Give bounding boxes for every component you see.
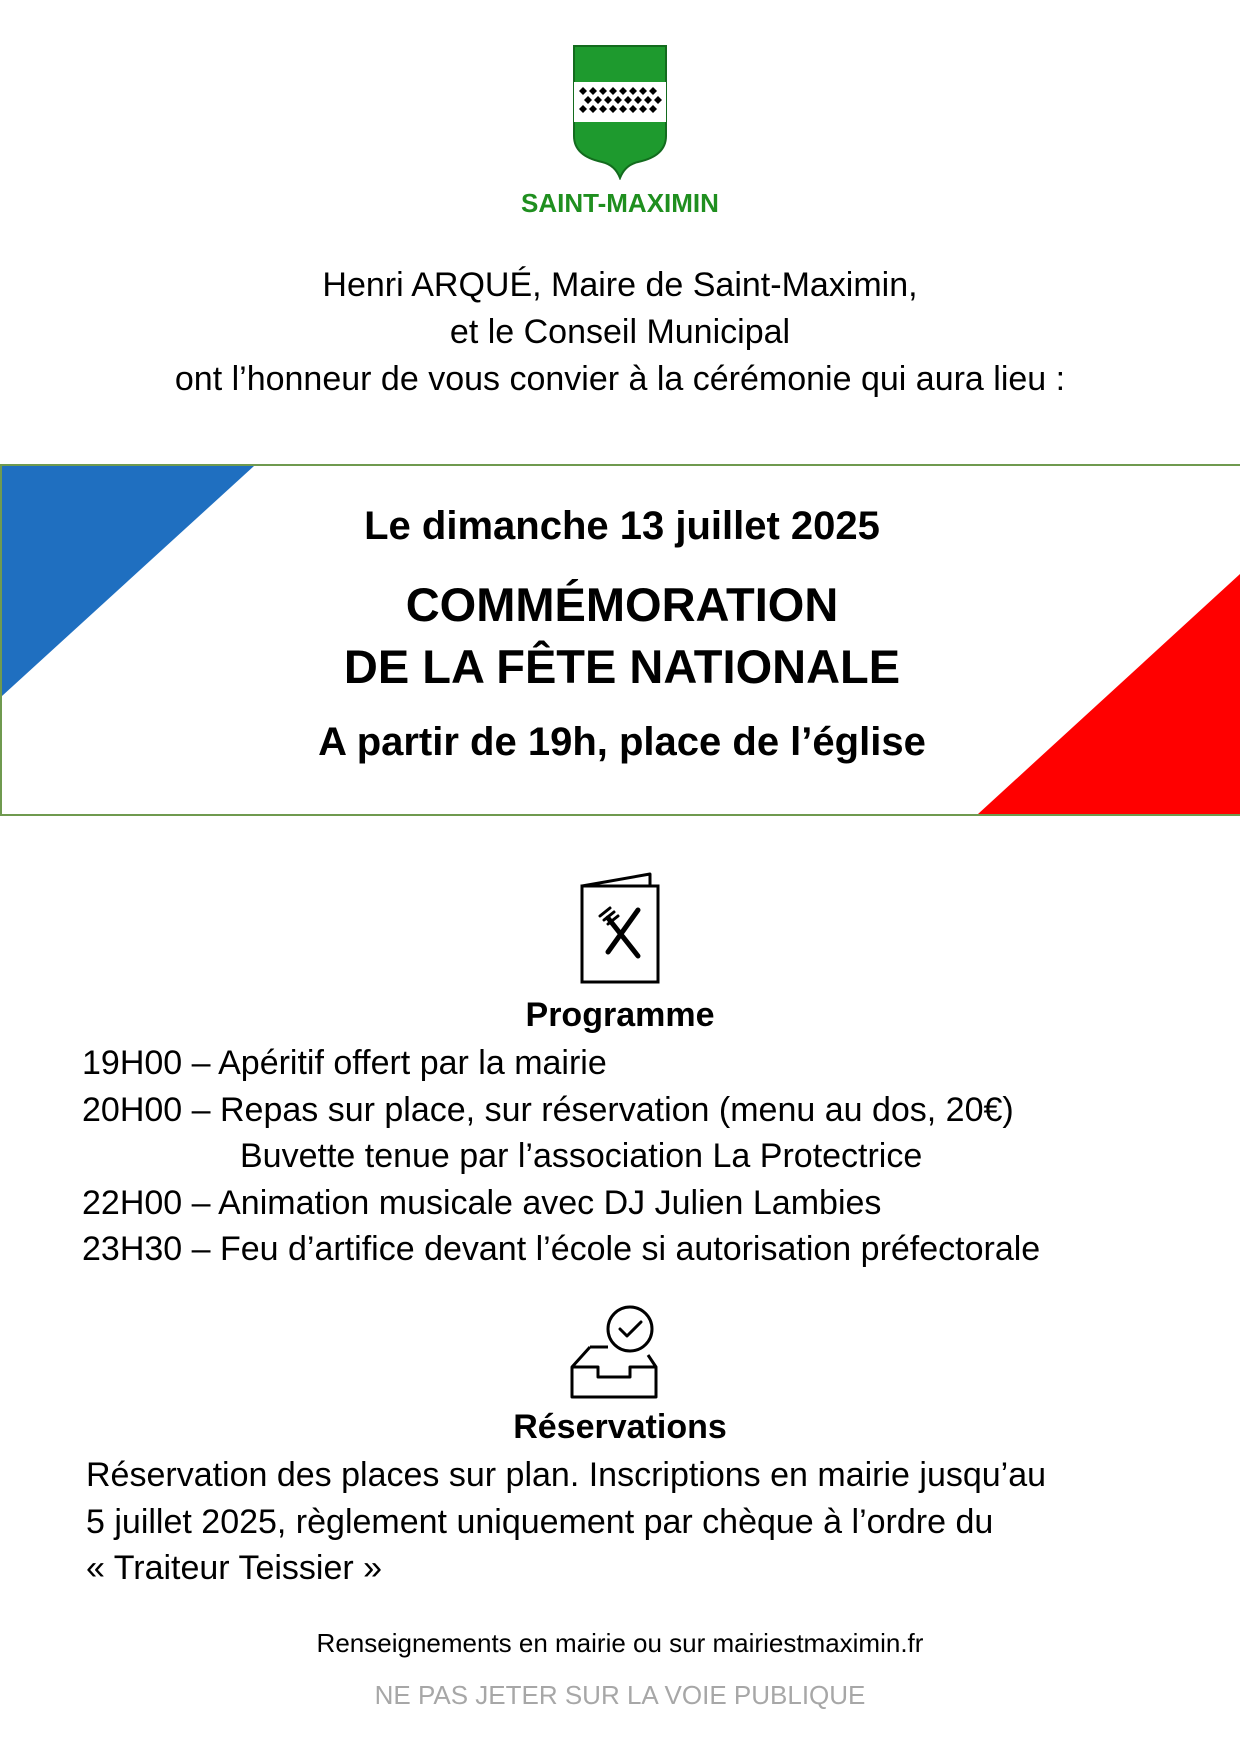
- programme-item: 23H30 – Feu d’artifice devant l’école si autorisation préfectorale: [82, 1230, 1041, 1268]
- footer-notice: NE PAS JETER SUR LA VOIE PUBLIQUE: [374, 1680, 866, 1710]
- event-title: [2, 574, 1240, 698]
- programme-item: 19H00 – Apéritif offert par la mairie: [82, 1044, 607, 1082]
- event-date: Le dimanche 13 juillet 2025: [364, 504, 880, 548]
- reservations-line: Réservation des places sur plan. Inscriptions en mairie jusqu’au: [86, 1456, 1047, 1494]
- programme-item: Buvette tenue par l’association La Protectrice: [240, 1137, 923, 1175]
- reservations-line: 5 juillet 2025, règlement uniquement par chèque à l’ordre du: [86, 1502, 994, 1541]
- invitation-text: [0, 262, 1240, 403]
- programme-title: Programme: [525, 996, 715, 1034]
- info-line: Renseignements en mairie ou sur mairiestmaximin.fr: [316, 1628, 924, 1658]
- invitation-line-1: Henri ARQUÉ, Maire de Saint-Maximin,: [322, 266, 918, 304]
- event-title-line-2: DE LA FÊTE NATIONALE: [343, 640, 901, 693]
- event-banner: [0, 464, 1240, 816]
- menu-card-fork-knife-icon: [578, 868, 664, 986]
- programme-list: [82, 1040, 1222, 1273]
- programme-item: 22H00 – Animation musicale avec DJ Julien Lambies: [82, 1183, 882, 1222]
- inbox-checkmark-icon: [568, 1305, 672, 1401]
- reservations-title: Réservations: [513, 1408, 727, 1446]
- invitation-line-3: ont l’honneur de vous convier à la cérémonie qui aura lieu :: [174, 360, 1066, 398]
- reservations-text: [86, 1452, 1186, 1592]
- reservations-line: « Traiteur Teissier »: [86, 1549, 383, 1587]
- programme-item: 20H00 – Repas sur place, sur réservation (menu au dos, 20€): [82, 1090, 1014, 1129]
- event-title-line-1: COMMÉMORATION: [405, 578, 839, 631]
- invitation-line-2: et le Conseil Municipal: [449, 313, 791, 351]
- town-name: SAINT-MAXIMIN: [521, 188, 719, 218]
- event-time-place: A partir de 19h, place de l’église: [318, 720, 926, 764]
- coat-of-arms-logo: [572, 44, 668, 180]
